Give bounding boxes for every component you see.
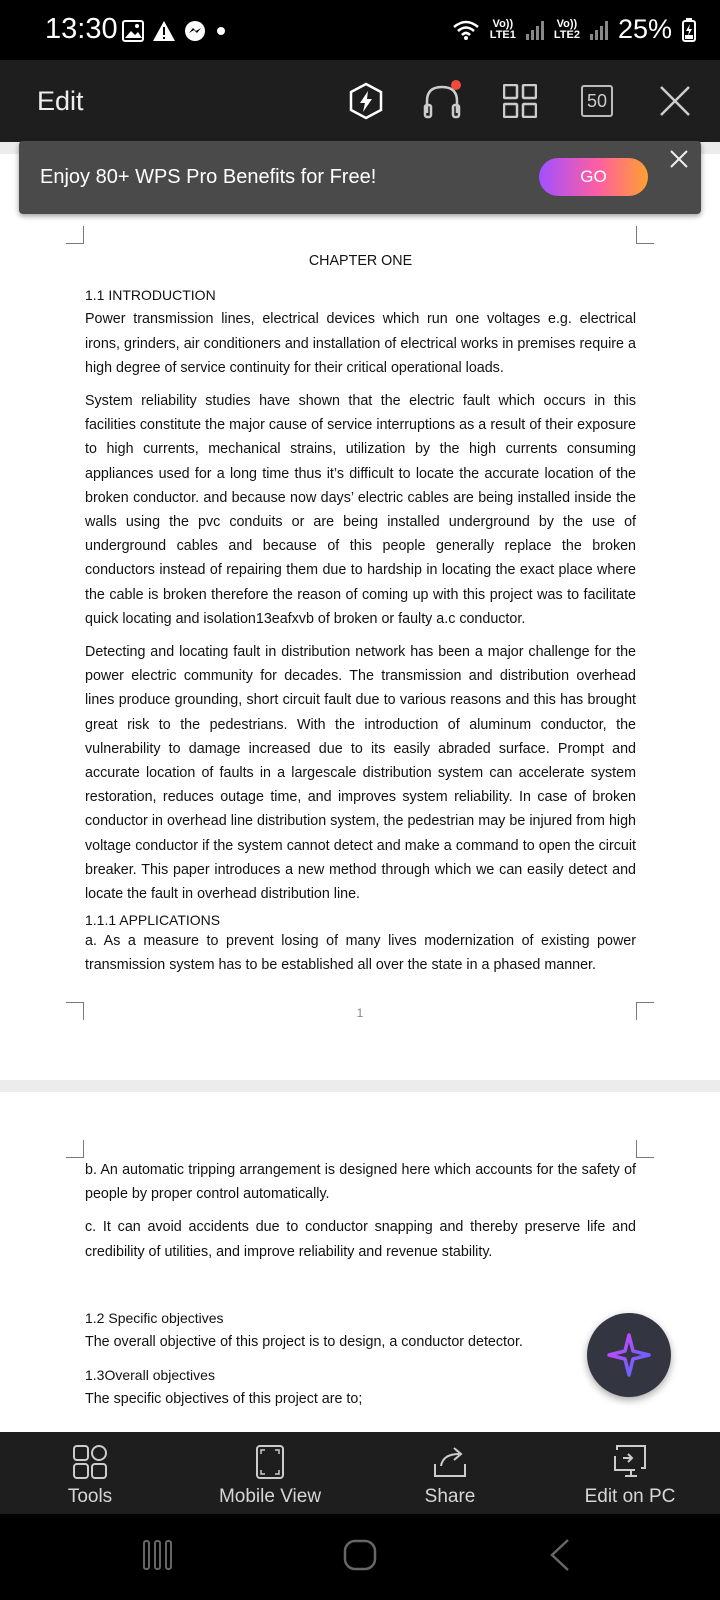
signal-icon: [590, 20, 608, 40]
edit-button[interactable]: Edit: [37, 86, 84, 116]
promo-text: Enjoy 80+ WPS Pro Benefits for Free!: [40, 166, 377, 188]
back-icon: [548, 1538, 572, 1572]
paragraph: System reliability studies have shown that the electric fault which occurs in this facilities constitute the major cause of service interruptions as a result of their exposure to high currents, mechanical strains, utilization by the high currents consuming appliances used for a long time thus it’s difficult to locate the accurate location of the broken conductor. and because now days’ electric cables are being installed inside the walls using the pvc conduits or are being installed underground by the use of underground cables and because of this people generally replace the broken conductors instead of repairing them due to hardship in locating the exact place where the cable is broken therefore the reason of coming up with this project was to facilitate quick locating and isolation13eafxvb of broken or faulty a.c conductor.: [85, 393, 636, 627]
home-button[interactable]: [342, 1538, 378, 1577]
wifi-icon: [452, 19, 480, 41]
pro-promo-banner: [19, 141, 701, 214]
mobile-view-icon: [255, 1444, 285, 1480]
share-icon: [431, 1444, 469, 1480]
page-count-button[interactable]: [576, 80, 618, 122]
audio-button[interactable]: [421, 80, 463, 122]
back-button[interactable]: [548, 1538, 572, 1577]
notification-icons: [122, 20, 228, 42]
sim2-indicator: Vo)) LTE2: [553, 17, 580, 41]
tools-label: Tools: [67, 1486, 113, 1507]
crop-mark: [636, 1140, 654, 1158]
section-heading: 1.2 Specific objectives: [85, 1309, 224, 1326]
crop-mark: [636, 226, 654, 244]
subsection-heading: 1.1.1 APPLICATIONS: [85, 912, 221, 929]
list-item: b. An automatic tripping arrangement is designed here which accounts for the safety of people by proper control automatically.: [85, 1162, 636, 1203]
close-icon: [659, 85, 691, 117]
chapter-title: CHAPTER ONE: [308, 253, 413, 269]
go-button[interactable]: GO: [539, 158, 648, 196]
page2-content: [85, 1158, 636, 1421]
warning-icon: [152, 20, 176, 42]
monitor-icon: [611, 1444, 649, 1480]
crop-mark: [66, 1140, 84, 1158]
paragraph: The overall objective of this project is to design, a conductor detector.: [85, 1334, 523, 1351]
grid-icon: [503, 84, 537, 118]
notification-dot: [451, 80, 461, 90]
status-time: 13:30: [45, 13, 118, 45]
recent-apps-button[interactable]: [142, 1538, 174, 1577]
tools-icon: [72, 1444, 108, 1480]
recent-apps-icon: [142, 1538, 174, 1572]
section-heading: 1.3Overall objectives: [85, 1367, 215, 1384]
messenger-icon: [184, 20, 206, 42]
system-navigation-bar: [0, 1514, 720, 1600]
ai-assistant-button[interactable]: [587, 1313, 671, 1397]
battery-percent: 25%: [617, 14, 672, 44]
battery-charging-icon: [682, 18, 696, 42]
edit-on-pc-label: Edit on PC: [584, 1486, 676, 1507]
document-page-1: [0, 154, 720, 1080]
mobile-view-button[interactable]: [180, 1432, 360, 1514]
signal-icon: [526, 20, 544, 40]
paragraph: Power transmission lines, electrical devices which run one voltages e.g. electrical irons, grinders, air conditioners and installation of electrical works in premises require a high degree of service continuity for their critical operational loads.: [85, 311, 636, 376]
premium-lightning-button[interactable]: [345, 80, 387, 122]
share-label: Share: [424, 1486, 476, 1507]
dot-icon: [214, 20, 228, 42]
document-viewer[interactable]: [0, 142, 720, 1432]
tools-button[interactable]: [0, 1432, 180, 1514]
crop-mark: [66, 226, 84, 244]
paragraph: Detecting and locating fault in distribution network has been a major challenge for the power electric community for decades. The transmission and distribution overhead lines produce grounding, short circuit fault due to various reasons and this has brought great risk to the pedestrians. With the introduction of aluminum conductor, the vulnerability to damage increased due to its easily abraded surface. Prompt and accurate location of faults in a largescale distribution system can accelerate system restoration, reduces outage time, and improves system reliability. In case of broken conductor in overhead line distribution system, the pedestrian may be injured from high voltage conductor if the system cannot detect and make a command to open the circuit breaker. This paper introduces a new method through which we can easily detect and locate the fault in overhead distribution line.: [85, 644, 636, 903]
gallery-icon: [122, 20, 144, 42]
close-document-button[interactable]: [654, 80, 696, 122]
status-bar: [0, 0, 720, 60]
top-toolbar: [0, 60, 720, 142]
share-button[interactable]: [360, 1432, 540, 1514]
section-heading: 1.1 INTRODUCTION: [85, 287, 216, 304]
close-icon: [669, 149, 689, 169]
edit-on-pc-button[interactable]: [540, 1432, 720, 1514]
list-item: c. It can avoid accidents due to conductor snapping and thereby preserve life and credibility of utilities, and improve reliability and revenue stability.: [85, 1219, 636, 1260]
status-right: [452, 14, 696, 45]
page-number: 1: [356, 1006, 364, 1020]
lightning-hexagon-icon: [348, 82, 384, 120]
page-count-badge: 50: [581, 85, 613, 117]
page1-content: [85, 249, 636, 987]
sparkle-icon: [606, 1332, 652, 1378]
apps-grid-button[interactable]: [499, 80, 541, 122]
home-icon: [342, 1538, 378, 1572]
paragraph: The specific objectives of this project are to;: [85, 1391, 363, 1408]
list-item: a. As a measure to prevent losing of many lives modernization of existing power transmission system has to be established all over the state in a phased manner.: [85, 933, 636, 974]
close-banner-button[interactable]: [669, 149, 693, 173]
sim1-indicator: Vo)) LTE1: [489, 17, 516, 41]
mobile-view-label: Mobile View: [218, 1486, 322, 1507]
bottom-toolbar: [0, 1432, 720, 1514]
